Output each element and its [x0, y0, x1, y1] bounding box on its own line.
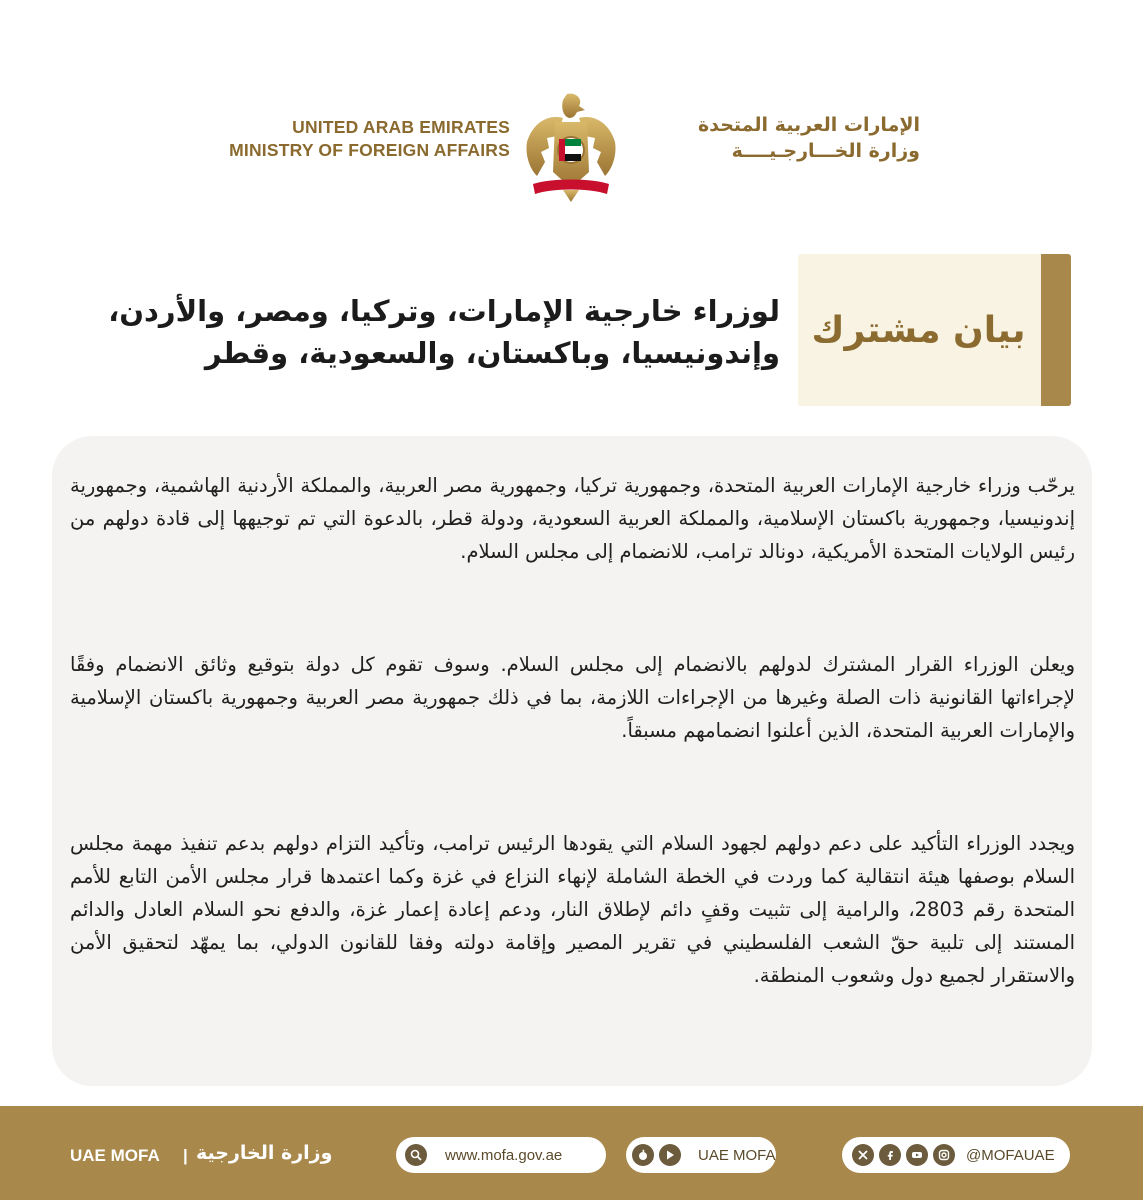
footer-brand-ar: وزارة الخارجية: [196, 1142, 333, 1164]
apple-icon: [632, 1144, 654, 1166]
footer-brand-en: UAE MOFA: [70, 1146, 160, 1165]
statement-body-card: [52, 436, 1092, 1086]
ar-line-2: وزارة الخـــارجـيــــة: [731, 140, 920, 162]
instagram-icon[interactable]: [933, 1144, 955, 1166]
youtube-icon[interactable]: [906, 1144, 928, 1166]
paragraph-1: يرحّب وزراء خارجية الإمارات العربية المتحدة، وجمهورية تركيا، وجمهورية مصر العربية، والمملكة الأردنية الهاشمية، وجمهورية إندونيسيا، وجمهورية باكستان الإسلامية، والمملكة العربية السعودية، ودولة قطر، بالدعوة التي تم توجيهها إلى قادة دولهم من رئيس الولايات المتحدة الأمريكية، دونالد ترامب، للانضمام إلى مجلس السلام.: [70, 474, 1075, 563]
statement-title: [90, 290, 780, 374]
footer-separator: |: [183, 1146, 188, 1165]
statement-type-badge: [798, 254, 1071, 406]
title-line-1: لوزراء خارجية الإمارات، وتركيا، ومصر، والأردن،: [108, 294, 780, 328]
website-link[interactable]: [396, 1137, 606, 1173]
paragraph-2: ويعلن الوزراء القرار المشترك لدولهم بالانضمام إلى مجلس السلام. وسوف تقوم كل دولة بتوقيع وثائق الانضمام وفقًا لإجراءاتها القانونية ذات الصلة وغيرها من الإجراءات اللازمة، بما في ذلك جمهورية مصر العربية وجمهورية باكستان الإسلامية والإمارات العربية المتحدة، الذين أعلنوا انضمامهم مسبقاً.: [70, 653, 1075, 742]
ministry-name-english: [180, 116, 510, 162]
ministry-name-arabic: [630, 112, 920, 164]
en-line-2: MINISTRY OF FOREIGN AFFAIRS: [229, 140, 510, 160]
header: [0, 88, 1143, 208]
app-store-link[interactable]: [626, 1137, 776, 1173]
facebook-icon[interactable]: [879, 1144, 901, 1166]
x-icon[interactable]: [852, 1144, 874, 1166]
play-store-icon: [659, 1144, 681, 1166]
title-line-2: وإندونيسيا، وباكستان، والسعودية، وقطر: [204, 336, 780, 370]
ar-line-1: الإمارات العربية المتحدة: [698, 114, 920, 136]
uae-eagle-emblem-icon: [523, 92, 619, 204]
search-icon: [405, 1144, 427, 1166]
badge-accent-bar: [1041, 254, 1071, 406]
social-links[interactable]: [842, 1137, 1070, 1173]
website-url: www.mofa.gov.ae: [445, 1146, 563, 1164]
app-handle: UAE MOFA: [698, 1146, 776, 1164]
en-line-1: UNITED ARAB EMIRATES: [292, 117, 510, 137]
social-handle: @MOFAUAE: [966, 1146, 1055, 1164]
badge-label: بيان مشترك: [811, 309, 1026, 351]
paragraph-3: ويجدد الوزراء التأكيد على دعم دولهم لجهود السلام التي يقودها الرئيس ترامب، وتأكيد التزام دولهم بدعم تنفيذ مهمة مجلس السلام بوصفها هيئة انتقالية كما وردت في الخطة الشاملة لإنهاء النزاع في غزة وكما اعتمدها قرار مجلس الأمن التابع للأمم المتحدة رقم 2803، والرامية إلى تثبيت وقفٍ دائم لإطلاق النار، ودعم إعادة إعمار غزة، والدفع نحو السلام العادل والدائم المستند إلى تلبية حقّ الشعب الفلسطيني في تقرير المصير وإقامة دولته وفقا للقانون الدولي، بما يمهّد لتحقيق الأمن والاستقرار لجميع دول وشعوب المنطقة.: [70, 832, 1075, 987]
footer: [0, 1106, 1143, 1200]
